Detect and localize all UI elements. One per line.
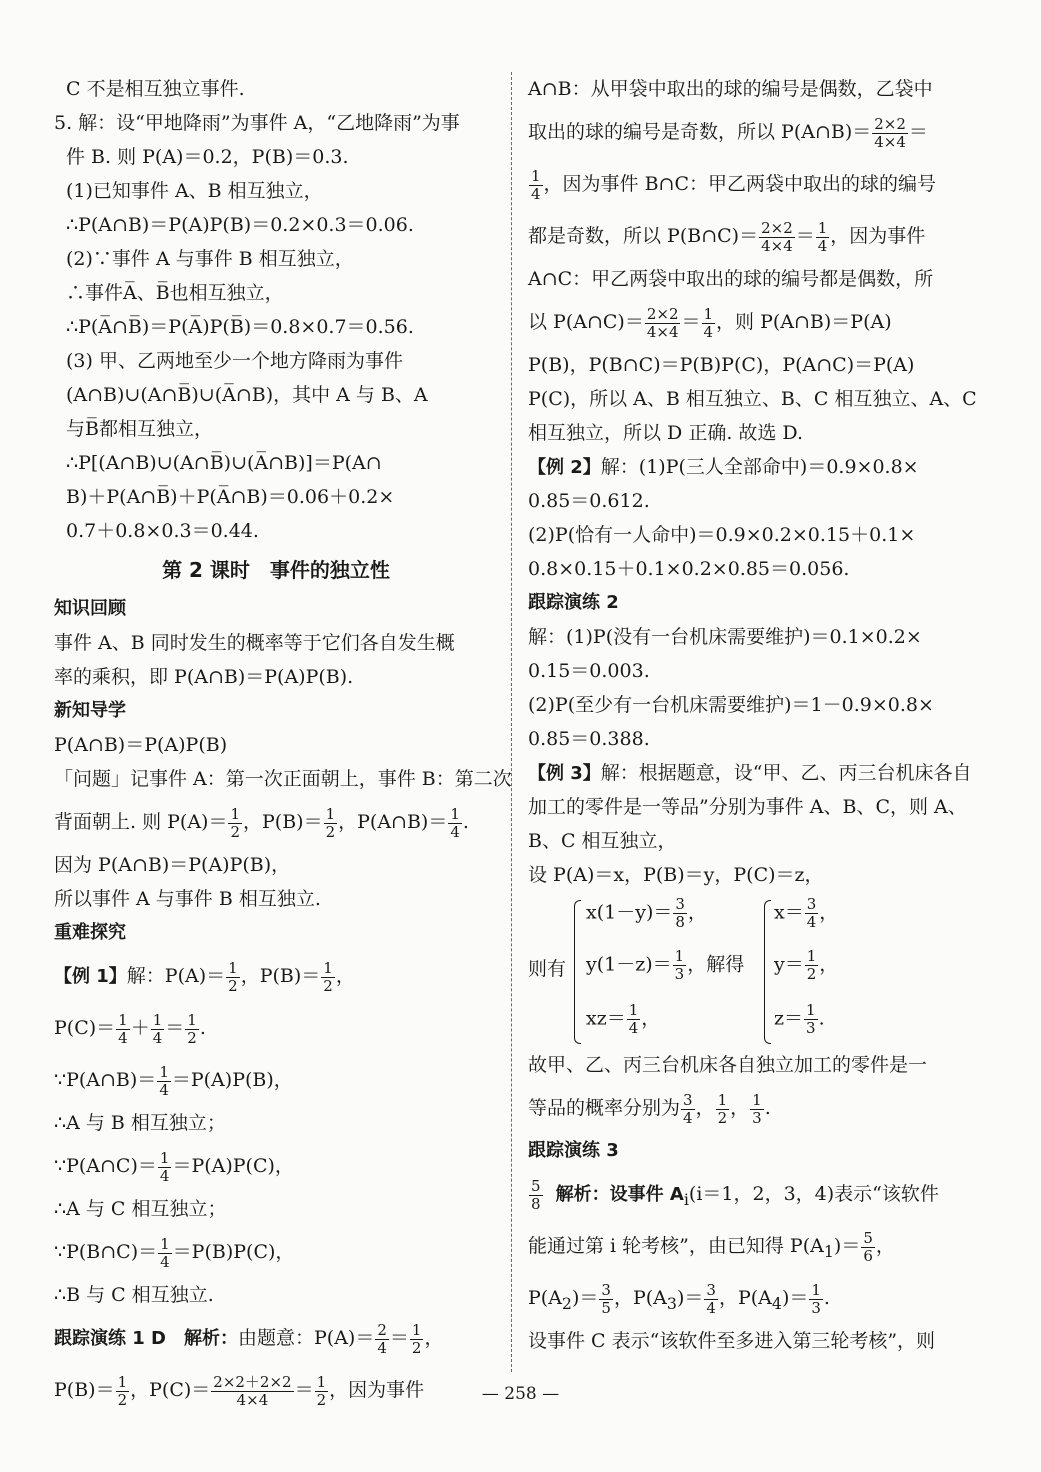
fraction bbox=[702, 306, 716, 341]
text: x＝ bbox=[774, 901, 804, 924]
text-line: ∴P(A̅∩B̅)＝P(A̅)P(B̅)＝0.8×0.7＝0.56. bbox=[66, 316, 414, 338]
text: . bbox=[818, 1007, 825, 1030]
numerator: 3 bbox=[706, 1280, 716, 1299]
text-line: A∩B：从甲袋中取出的球的编号是偶数，乙袋中 bbox=[528, 78, 933, 100]
text-line bbox=[528, 1220, 974, 1272]
numerator: 1 bbox=[159, 1148, 170, 1167]
numerator: 2×2＋2×2 bbox=[213, 1372, 292, 1391]
text-line: 设 P(A)＝x，P(B)＝y，P(C)＝z， bbox=[528, 864, 824, 886]
text-line: (A∩B)∪(A∩B̅)∪(A̅∩B)，其中 A 与 B、A bbox=[66, 384, 428, 406]
text: ∵P(A∩B)＝ bbox=[54, 1069, 157, 1091]
numerator: 5 bbox=[863, 1228, 873, 1247]
fraction bbox=[151, 1012, 165, 1047]
text-line: 件 B. 则 P(A)＝0.2，P(B)＝0.3. bbox=[66, 146, 349, 168]
text: . bbox=[823, 1287, 830, 1309]
numerator: 1 bbox=[230, 804, 240, 823]
numerator: 3 bbox=[683, 1090, 693, 1109]
heading-explore: 重难探究 bbox=[54, 922, 126, 943]
practice-tag: 跟踪演练 1 D 解析： bbox=[54, 1328, 238, 1349]
text: 由题意：P(A)＝ bbox=[238, 1327, 375, 1349]
text: . bbox=[199, 1017, 206, 1039]
text: ＝P(B)P(C)， bbox=[172, 1241, 295, 1263]
text: )＝ bbox=[781, 1287, 809, 1309]
fraction bbox=[228, 806, 242, 841]
text-line bbox=[528, 158, 974, 210]
fraction bbox=[673, 896, 687, 931]
text-line: 加工的零件是一等品”分别为事件 A、B、C，则 A、 bbox=[528, 796, 967, 818]
fraction bbox=[599, 1282, 613, 1317]
fraction bbox=[704, 1282, 718, 1317]
text-line: 0.7＋0.8×0.3＝0.44. bbox=[66, 520, 259, 542]
denominator: 4 bbox=[706, 1298, 716, 1317]
text-line: ∴B 与 C 相互独立. bbox=[54, 1284, 214, 1306]
denominator: 2 bbox=[325, 822, 336, 841]
denominator: 8 bbox=[675, 913, 685, 931]
text: ，解得 bbox=[687, 953, 745, 976]
denominator: 2 bbox=[228, 976, 238, 995]
fraction bbox=[321, 960, 335, 995]
denominator: 4 bbox=[450, 822, 460, 841]
numerator: 1 bbox=[806, 1001, 816, 1019]
denominator: 2 bbox=[316, 1390, 327, 1409]
denominator: 4 bbox=[159, 1166, 170, 1185]
denominator: 4×4 bbox=[211, 1391, 293, 1409]
fraction bbox=[116, 1012, 130, 1047]
fraction bbox=[157, 1064, 171, 1099]
text: )＝ bbox=[676, 1287, 704, 1309]
fraction bbox=[410, 1322, 424, 1357]
numerator: 1 bbox=[674, 947, 685, 965]
numerator: 1 bbox=[628, 1001, 639, 1019]
denominator: 4 bbox=[377, 1338, 387, 1357]
text-line: 解：(1)P(没有一台机床需要维护)＝0.1×0.2× bbox=[528, 626, 922, 648]
denominator: 4 bbox=[628, 1019, 639, 1037]
text: )＝ bbox=[572, 1287, 599, 1309]
text: 背面朝上. 则 P(A)＝ bbox=[54, 811, 228, 833]
text: ， bbox=[819, 901, 839, 924]
denominator: 3 bbox=[752, 1108, 762, 1127]
text-line: (2)P(恰有一人命中)＝0.9×0.2×0.15＋0.1× bbox=[528, 524, 916, 546]
text-line: B、C 相互独立， bbox=[528, 830, 677, 852]
text: ， bbox=[875, 1235, 895, 1257]
numerator: 1 bbox=[411, 1320, 422, 1339]
subscript: i bbox=[683, 1189, 689, 1209]
text-line: (2)∵事件 A 与事件 B 相互独立， bbox=[66, 248, 354, 270]
fraction bbox=[681, 1092, 695, 1127]
text: ＝ bbox=[165, 1017, 185, 1039]
text-line: 所以事件 A 与事件 B 相互独立. bbox=[54, 888, 321, 910]
numerator: 3 bbox=[806, 895, 817, 913]
text-line bbox=[528, 1272, 974, 1324]
text: ，P(B)＝ bbox=[240, 965, 321, 987]
text-line: P(A∩B)＝P(A)P(B) bbox=[54, 734, 228, 756]
text: ，P(B)＝ bbox=[243, 811, 323, 833]
text: xz＝ bbox=[586, 1007, 626, 1030]
text: ， bbox=[424, 1327, 444, 1349]
text-line bbox=[528, 1168, 974, 1220]
text: P(C)＝ bbox=[54, 1017, 116, 1039]
text-line: ∴P(A∩B)＝P(A)P(B)＝0.2×0.3＝0.06. bbox=[66, 214, 414, 236]
numerator: 1 bbox=[752, 1090, 762, 1109]
denominator: 4 bbox=[152, 1028, 163, 1047]
numerator: 2×2 bbox=[761, 218, 793, 237]
numerator: 2 bbox=[377, 1320, 387, 1339]
text-line: 0.85＝0.388. bbox=[528, 728, 650, 750]
heading-review: 知识回顾 bbox=[54, 598, 126, 619]
column-divider bbox=[511, 72, 512, 1372]
fraction bbox=[158, 1150, 172, 1185]
text: ，因为事件 bbox=[329, 1379, 425, 1401]
text: y＝ bbox=[774, 953, 804, 976]
text: ∵P(A∩C)＝ bbox=[54, 1155, 157, 1177]
text: y(1－z)＝ bbox=[586, 953, 672, 976]
text-line bbox=[528, 756, 974, 790]
text-line: ∴P[(A∩B)∪(A∩B̅)∪(A̅∩B)]＝P(A∩ bbox=[66, 452, 382, 474]
numerator: 1 bbox=[817, 218, 828, 237]
text-line bbox=[528, 450, 974, 484]
denominator: 2 bbox=[411, 1338, 422, 1357]
text-line: 故甲、乙、丙三台机床各自独立加工的零件是一 bbox=[528, 1054, 928, 1076]
denominator: 4 bbox=[683, 1108, 693, 1127]
text: ， bbox=[695, 1097, 715, 1119]
text: 解：根据题意，设“甲、乙、丙三台机床各自 bbox=[600, 762, 972, 784]
numerator: 1 bbox=[152, 1010, 163, 1029]
text: ， bbox=[335, 965, 355, 987]
text-line: 0.15＝0.003. bbox=[528, 660, 650, 682]
fraction bbox=[804, 1002, 818, 1037]
numerator: 1 bbox=[228, 958, 238, 977]
text: ， bbox=[687, 901, 707, 924]
text: ＝P(A)P(B)， bbox=[171, 1069, 293, 1091]
numerator: 5 bbox=[531, 1176, 541, 1195]
example-tag: 【例 2】 bbox=[528, 457, 601, 478]
denominator: 4 bbox=[118, 1028, 128, 1047]
text-line: B)＋P(A∩B̅)＋P(A̅∩B)＝0.06＋0.2× bbox=[66, 486, 395, 508]
numerator: 1 bbox=[811, 1280, 821, 1299]
text-line: 设事件 C 表示“该软件至多进入第三轮考核”，则 bbox=[528, 1330, 936, 1352]
numerator: 1 bbox=[159, 1062, 169, 1081]
equation-1 bbox=[586, 896, 707, 931]
text: 解：P(A)＝ bbox=[126, 965, 226, 987]
solution-1 bbox=[774, 896, 838, 931]
fraction bbox=[375, 1322, 389, 1357]
text-line bbox=[528, 106, 974, 158]
numerator: 3 bbox=[601, 1280, 611, 1299]
text: ＝ bbox=[795, 225, 815, 247]
text-line bbox=[54, 1226, 498, 1278]
denominator: 8 bbox=[531, 1194, 541, 1213]
denominator: 3 bbox=[811, 1298, 821, 1317]
heading-new: 新知导学 bbox=[54, 700, 126, 721]
text-line: ∴事件A̅、B̅也相互独立， bbox=[66, 282, 284, 304]
text-line: 与B̅都相互独立， bbox=[66, 418, 213, 440]
text: ，P(C)＝ bbox=[130, 1379, 211, 1401]
text: ，则 P(A∩B)＝P(A) bbox=[716, 311, 892, 333]
numerator: 1 bbox=[316, 1372, 327, 1391]
text-line bbox=[528, 296, 974, 348]
text-line: 率的乘积，即 P(A∩B)＝P(A)P(B). bbox=[54, 666, 354, 688]
text-line: P(B)，P(B∩C)＝P(B)P(C)，P(A∩C)＝P(A) bbox=[528, 354, 915, 376]
text-line: (1)已知事件 A、B 相互独立， bbox=[66, 180, 323, 202]
text: 等品的概率分别为 bbox=[528, 1097, 681, 1119]
text: . bbox=[764, 1097, 771, 1119]
denominator: 4×4 bbox=[874, 132, 906, 151]
solution-2 bbox=[774, 948, 838, 983]
left-column bbox=[54, 72, 512, 1416]
denominator: 3 bbox=[674, 965, 685, 983]
text-line: (2)P(至少有一台机床需要维护)＝1－0.9×0.8× bbox=[528, 694, 934, 716]
heading-practice-3: 跟踪演练 3 bbox=[528, 1140, 619, 1161]
text: (i＝1，2，3，4)表示“该软件 bbox=[688, 1183, 939, 1205]
text-line: 相互独立，所以 D 正确. 故选 D. bbox=[528, 422, 804, 444]
denominator: 2 bbox=[323, 976, 333, 995]
numerator: 1 bbox=[325, 804, 336, 823]
fraction bbox=[645, 306, 681, 341]
section-title: 第 2 课时 事件的独立性 bbox=[162, 558, 390, 582]
numerator: 1 bbox=[323, 958, 333, 977]
right-column bbox=[528, 72, 977, 1358]
text: x(1－y)＝ bbox=[586, 901, 673, 924]
denominator: 2 bbox=[806, 965, 817, 983]
fraction bbox=[872, 116, 908, 151]
fraction bbox=[226, 960, 240, 995]
fraction bbox=[816, 220, 830, 255]
denominator: 4 bbox=[817, 236, 828, 255]
text: z＝ bbox=[774, 1007, 804, 1030]
text: P(B)＝ bbox=[54, 1379, 115, 1401]
text-line bbox=[54, 1312, 498, 1364]
heading-practice-2: 跟踪演练 2 bbox=[528, 592, 619, 613]
text-line: 因为 P(A∩B)＝P(A)P(B)， bbox=[54, 854, 291, 876]
fraction bbox=[750, 1092, 764, 1127]
numerator: 3 bbox=[675, 895, 685, 913]
text: ， bbox=[641, 1007, 661, 1030]
fraction bbox=[158, 1236, 172, 1271]
text-line bbox=[54, 950, 498, 1002]
fraction bbox=[448, 806, 462, 841]
fraction bbox=[805, 948, 819, 983]
numerator: 1 bbox=[117, 1372, 128, 1391]
numerator: 1 bbox=[160, 1234, 170, 1253]
equation-2 bbox=[586, 948, 744, 983]
denominator: 4 bbox=[159, 1080, 169, 1099]
numerator: 1 bbox=[717, 1090, 728, 1109]
fraction bbox=[324, 806, 338, 841]
right-brace bbox=[764, 900, 771, 1044]
fraction bbox=[185, 1012, 199, 1047]
text: ，P(A bbox=[613, 1287, 667, 1309]
fraction bbox=[627, 1002, 641, 1037]
text-line bbox=[54, 1054, 498, 1106]
fraction bbox=[529, 168, 543, 203]
left-brace bbox=[574, 900, 581, 1044]
denominator: 4 bbox=[703, 322, 714, 341]
text-line: 5. 解：设“甲地降雨”为事件 A，“乙地降雨”为事 bbox=[54, 112, 460, 134]
text: ，P(A bbox=[718, 1287, 772, 1309]
text: )＝ bbox=[833, 1235, 861, 1257]
text-line: ∴A 与 B 相互独立； bbox=[54, 1112, 226, 1134]
text: ∵P(B∩C)＝ bbox=[54, 1241, 158, 1263]
text: 能通过第 i 轮考核”，由已知得 P(A bbox=[528, 1235, 824, 1257]
fraction bbox=[805, 896, 819, 931]
text: P(A bbox=[528, 1287, 562, 1309]
example-tag: 【例 3】 bbox=[528, 763, 601, 784]
equation-system bbox=[528, 896, 974, 1048]
text: ＋ bbox=[130, 1017, 150, 1039]
text: ＝ bbox=[681, 311, 701, 333]
denominator: 2 bbox=[717, 1108, 728, 1127]
denominator: 4 bbox=[160, 1252, 170, 1271]
fraction bbox=[529, 1178, 543, 1213]
fraction bbox=[861, 1230, 875, 1265]
denominator: 2 bbox=[230, 822, 240, 841]
solution-3 bbox=[774, 1002, 825, 1037]
numerator: 1 bbox=[703, 304, 714, 323]
subscript: 4 bbox=[771, 1293, 782, 1313]
text: 以 P(A∩C)＝ bbox=[528, 311, 644, 333]
text: 解：(1)P(三人全部命中)＝0.9×0.8× bbox=[600, 456, 919, 478]
numerator: 1 bbox=[806, 947, 817, 965]
text-line: C 不是相互独立事件. bbox=[66, 78, 245, 100]
text-line: (3) 甲、乙两地至少一个地方降雨为事件 bbox=[66, 350, 403, 372]
numerator: 1 bbox=[187, 1010, 197, 1029]
text: ，P(A∩B)＝ bbox=[338, 811, 448, 833]
example-tag: 【例 1】 bbox=[54, 966, 127, 987]
subscript: 3 bbox=[666, 1293, 677, 1313]
numerator: 1 bbox=[531, 166, 541, 185]
text-line bbox=[528, 210, 974, 262]
denominator: 4 bbox=[806, 913, 817, 931]
fraction bbox=[809, 1282, 823, 1317]
denominator: 4 bbox=[531, 184, 541, 203]
fraction bbox=[759, 220, 795, 255]
text: ， bbox=[819, 953, 839, 976]
numerator: 1 bbox=[118, 1010, 128, 1029]
denominator: 4×4 bbox=[646, 322, 679, 341]
text: ＝ bbox=[908, 121, 928, 143]
numerator: 2×2 bbox=[874, 114, 906, 133]
text-line: 0.8×0.15＋0.1×0.2×0.85＝0.056. bbox=[528, 558, 850, 580]
text-line: A∩C：甲乙两袋中取出的球的编号都是偶数，所 bbox=[528, 268, 934, 290]
numerator: 1 bbox=[450, 804, 460, 823]
denominator: 2 bbox=[187, 1028, 197, 1047]
text-line: 0.85＝0.612. bbox=[528, 490, 650, 512]
numerator: 2×2 bbox=[646, 304, 679, 323]
text: ＝ bbox=[294, 1379, 314, 1401]
denominator: 5 bbox=[601, 1298, 611, 1317]
page-number: — 258 — bbox=[481, 1384, 560, 1404]
text: 都是奇数，所以 P(B∩C)＝ bbox=[528, 225, 759, 247]
denominator: 4×4 bbox=[761, 236, 793, 255]
text-line bbox=[54, 796, 498, 848]
text: ， bbox=[730, 1097, 750, 1119]
text: 则有 bbox=[528, 958, 567, 980]
subscript: 2 bbox=[561, 1293, 572, 1313]
text: ＝ bbox=[389, 1327, 409, 1349]
fraction bbox=[716, 1092, 730, 1127]
subscript: 1 bbox=[823, 1241, 834, 1261]
text-line: ∴A 与 C 相互独立； bbox=[54, 1198, 227, 1220]
text-line: P(C)，所以 A、B 相互独立、B、C 相互独立、A、C bbox=[528, 388, 977, 410]
denominator: 3 bbox=[806, 1019, 816, 1037]
equation-3 bbox=[586, 1002, 660, 1037]
text: . bbox=[462, 811, 469, 833]
denominator: 6 bbox=[863, 1246, 873, 1265]
fraction bbox=[673, 948, 687, 983]
text: 取出的球的编号是奇数，所以 P(A∩B)＝ bbox=[528, 121, 872, 143]
text-line bbox=[54, 1002, 498, 1054]
text: ，因为事件 bbox=[830, 225, 926, 247]
text-line bbox=[54, 1140, 498, 1192]
text-line bbox=[528, 1082, 974, 1134]
text-line: 事件 A、B 同时发生的概率等于它们各自发生概 bbox=[54, 632, 455, 654]
text: 解析：设事件 A bbox=[555, 1184, 684, 1205]
text: ，因为事件 B∩C：甲乙两袋中取出的球的编号 bbox=[543, 173, 937, 195]
denominator: 2 bbox=[117, 1390, 128, 1409]
text: ＝P(A)P(C)， bbox=[172, 1155, 294, 1177]
text-line: 「问题」记事件 A：第一次正面朝上，事件 B：第二次 bbox=[54, 768, 512, 790]
